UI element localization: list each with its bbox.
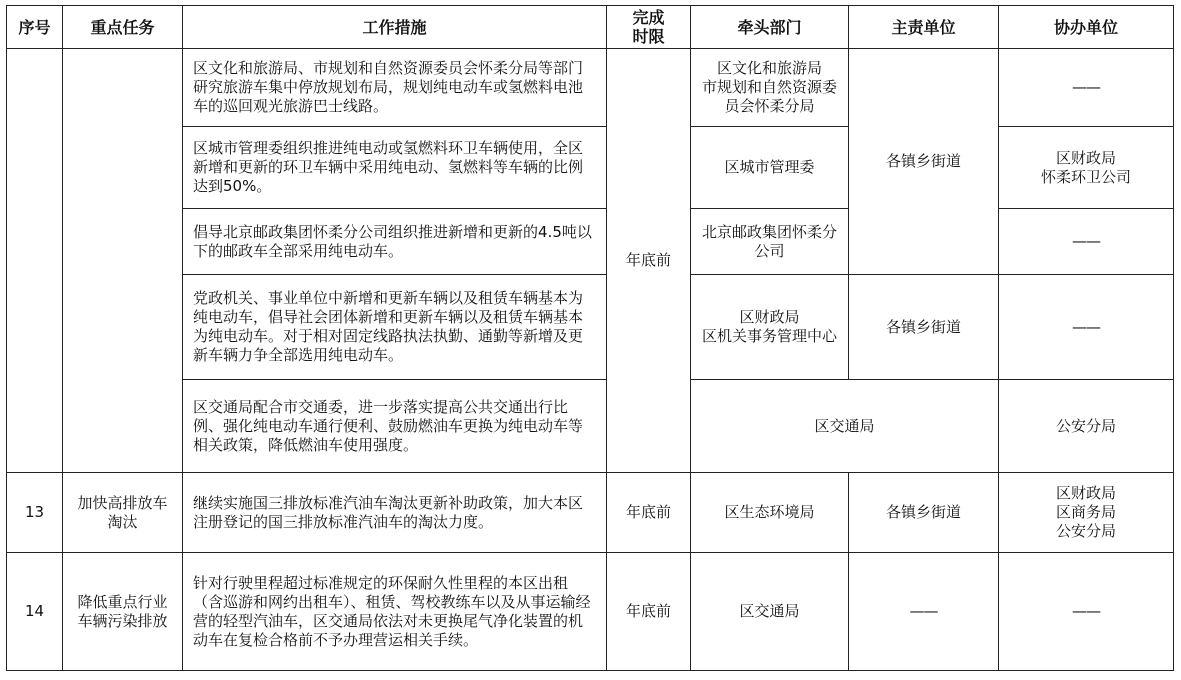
measure-cell: 党政机关、事业单位中新增和更新车辆以及租赁车辆基本为纯电动车，倡导社会团体新增和更新车辆以及租赁车辆基本为纯电动车。对于相对固定线路执法执勤、通勤等新增及更新车辆力争全部选用纯电动车。 <box>183 275 607 380</box>
task-cell: 降低重点行业车辆污染排放 <box>63 553 183 671</box>
lead-cell: 北京邮政集团怀柔分公司 <box>691 209 849 275</box>
lead-cell: 区交通局 <box>691 380 999 473</box>
header-assist: 协办单位 <box>999 6 1174 49</box>
lead-cell: 区城市管理委 <box>691 127 849 209</box>
responsible-cell: 各镇乡街道 <box>849 49 999 275</box>
table-row <box>7 275 1174 380</box>
task-cell: 加快高排放车淘汰 <box>63 473 183 553</box>
measure-cell: 区文化和旅游局、市规划和自然资源委员会怀柔分局等部门研究旅游车集中停放规划布局，规划纯电动车或氢燃料电池车的巡回观光旅游巴士线路。 <box>183 49 607 127</box>
table-row <box>7 380 1174 473</box>
assist-cell: 区财政局 怀柔环卫公司 <box>999 127 1174 209</box>
measure-cell: 倡导北京邮政集团怀柔分公司组织推进新增和更新的4.5吨以下的邮政车全部采用纯电动车。 <box>183 209 607 275</box>
header-task: 重点任务 <box>63 6 183 49</box>
table-row <box>7 49 1174 127</box>
responsible-cell: 各镇乡街道 <box>849 473 999 553</box>
table-row <box>7 473 1174 553</box>
seq-cell: 13 <box>7 473 63 553</box>
header-seq: 序号 <box>7 6 63 49</box>
lead-cell: 区交通局 <box>691 553 849 671</box>
deadline-cell: 年底前 <box>607 553 691 671</box>
lead-cell: 区生态环境局 <box>691 473 849 553</box>
assist-cell: —— <box>999 553 1174 671</box>
header-measure: 工作措施 <box>183 6 607 49</box>
lead-cell: 区财政局 区机关事务管理中心 <box>691 275 849 380</box>
deadline-cell: 年底前 <box>607 473 691 553</box>
assist-cell: —— <box>999 275 1174 380</box>
table-row <box>7 127 1174 209</box>
assist-cell: 公安分局 <box>999 380 1174 473</box>
measure-cell: 继续实施国三排放标准汽油车淘汰更新补助政策，加大本区注册登记的国三排放标准汽油车的淘汰力度。 <box>183 473 607 553</box>
seq-cell-empty <box>7 49 63 473</box>
assist-cell: 区财政局 区商务局 公安分局 <box>999 473 1174 553</box>
header-deadline: 完成 时限 <box>607 6 691 49</box>
seq-cell: 14 <box>7 553 63 671</box>
measure-cell: 针对行驶里程超过标准规定的环保耐久性里程的本区出租（含巡游和网约出租车）、租赁、驾校教练车以及从事运输经营的轻型汽油车，区交通局依法对未更换尾气净化装置的机动车在复检合格前不予办理营运相关手续。 <box>183 553 607 671</box>
task-table <box>6 5 1174 671</box>
responsible-cell: —— <box>849 553 999 671</box>
header-lead: 牵头部门 <box>691 6 849 49</box>
assist-cell: —— <box>999 49 1174 127</box>
header-responsible: 主责单位 <box>849 6 999 49</box>
task-cell-empty <box>63 49 183 473</box>
assist-cell: —— <box>999 209 1174 275</box>
header-row <box>7 6 1174 49</box>
measure-cell: 区城市管理委组织推进纯电动或氢燃料环卫车辆使用，全区新增和更新的环卫车辆中采用纯电动、氢燃料等车辆的比例达到50%。 <box>183 127 607 209</box>
lead-cell: 区文化和旅游局 市规划和自然资源委员会怀柔分局 <box>691 49 849 127</box>
table-row <box>7 209 1174 275</box>
measure-cell: 区交通局配合市交通委，进一步落实提高公共交通出行比例、强化纯电动车通行便利、鼓励燃油车更换为纯电动车等相关政策，降低燃油车使用强度。 <box>183 380 607 473</box>
deadline-cell: 年底前 <box>607 49 691 473</box>
responsible-cell: 各镇乡街道 <box>849 275 999 380</box>
table-row <box>7 553 1174 671</box>
